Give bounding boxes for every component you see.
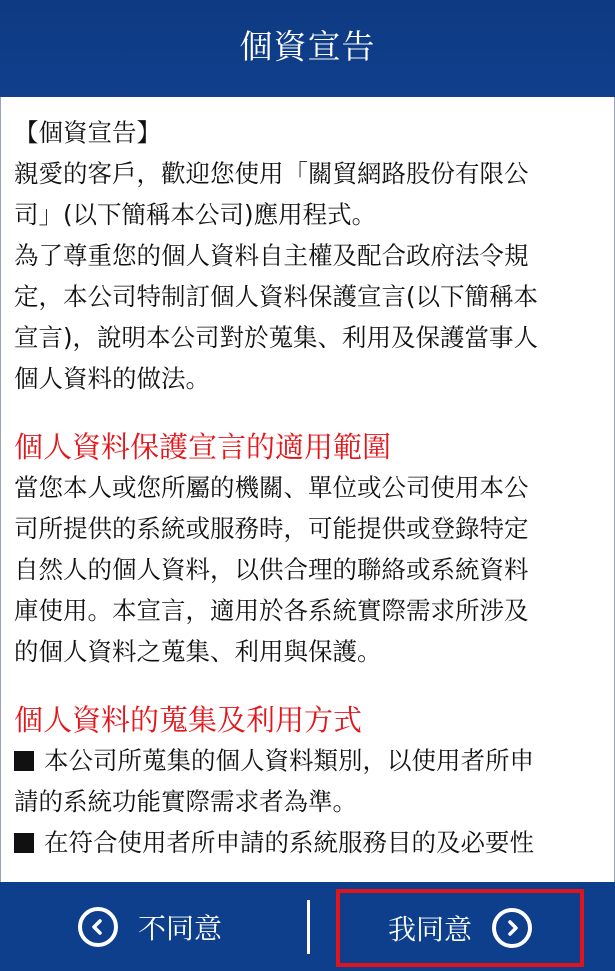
section-line: 請的系統功能實際需求者為準。 xyxy=(14,787,357,816)
section-title-collection: 個人資料的蒐集及利用方式 xyxy=(14,703,363,737)
intro-line: 個人資料的做法。 xyxy=(14,364,210,393)
header-bar xyxy=(0,0,615,97)
section-line: 庫使用。本宣言，適用於各系統實際需求所涉及 xyxy=(14,596,529,625)
section-line: 司所提供的系統或服務時，可能提供或登錄特定 xyxy=(14,514,529,543)
spacer xyxy=(14,399,604,427)
page-title: 個資宣告 xyxy=(239,27,376,66)
section-line: 當您本人或您所屬的機關、單位或公司使用本公 xyxy=(14,473,529,502)
intro-line: 宣言)，說明本公司對於蒐集、利用及保護當事人 xyxy=(14,323,539,352)
spacer xyxy=(14,672,604,700)
bullet-text: 本公司所蒐集的個人資料類別，以使用者所申 xyxy=(44,746,534,775)
intro-line: 為了尊重您的個人資料自主權及配合政府法令規 xyxy=(14,241,529,270)
intro-heading: 【個資宣告】 xyxy=(14,118,161,147)
square-bullet-icon xyxy=(14,751,34,771)
chevron-left-circle-icon xyxy=(78,907,118,947)
agree-button[interactable] xyxy=(336,889,584,967)
footer-bar xyxy=(0,882,615,971)
section-bullet-line xyxy=(14,822,604,863)
section-title-scope: 個人資料保護宣言的適用範圍 xyxy=(14,430,392,464)
section-bullet-line xyxy=(14,740,604,781)
intro-line: 定，本公司特制訂個人資料保護宣言(以下簡稱本 xyxy=(14,282,539,311)
privacy-statement-content[interactable] xyxy=(14,112,604,882)
footer-divider xyxy=(307,900,310,954)
disagree-button[interactable] xyxy=(0,882,300,971)
agree-label: 我同意 xyxy=(387,913,472,946)
square-bullet-icon xyxy=(14,833,34,853)
section-line: 的個人資料之蒐集、利用與保護。 xyxy=(14,637,382,666)
disagree-label: 不同意 xyxy=(137,911,222,945)
intro-line: 司」(以下簡稱本公司)應用程式。 xyxy=(14,200,377,229)
bullet-text: 在符合使用者所申請的系統服務目的及必要性 xyxy=(44,828,534,857)
section-line: 自然人的個人資料，以供合理的聯絡或系統資料 xyxy=(14,555,529,584)
chevron-right-circle-icon xyxy=(492,908,532,948)
intro-line: 親愛的客戶，歡迎您使用「關貿網路股份有限公 xyxy=(14,159,529,188)
